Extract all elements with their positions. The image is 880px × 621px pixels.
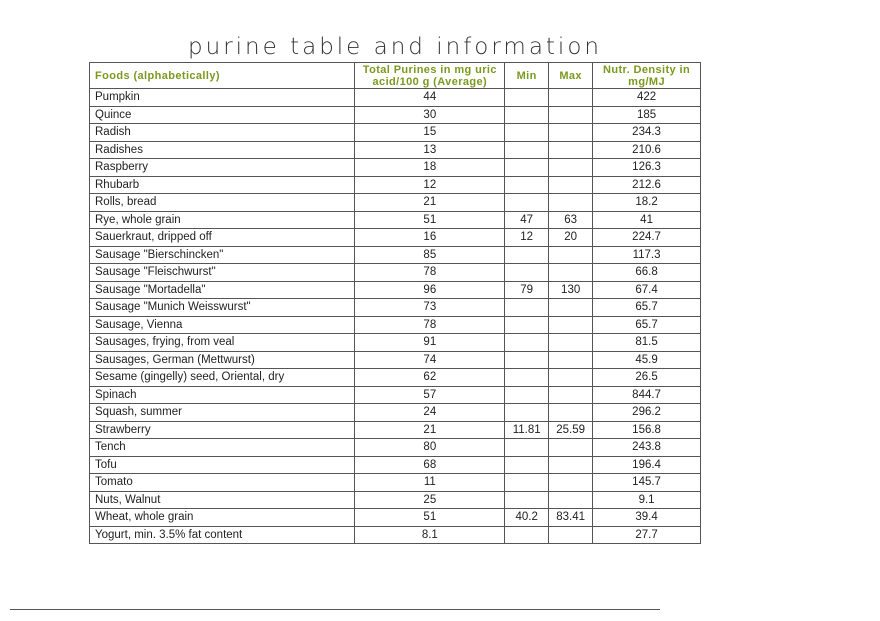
cell-food: Raspberry: [90, 159, 355, 177]
cell-nutr-density: 234.3: [593, 124, 701, 142]
cell-total-purines: 12: [355, 176, 505, 194]
cell-food: Radishes: [90, 141, 355, 159]
cell-min: [505, 194, 549, 212]
header-total-purines: Total Purines in mg uric acid/100 g (Average): [355, 63, 505, 89]
table-row: [90, 421, 701, 439]
cell-food: Strawberry: [90, 421, 355, 439]
cell-max: [549, 386, 593, 404]
cell-max: 130: [549, 281, 593, 299]
cell-min: [505, 491, 549, 509]
cell-total-purines: 16: [355, 229, 505, 247]
cell-min: [505, 439, 549, 457]
cell-food: Nuts, Walnut: [90, 491, 355, 509]
table-row: [90, 351, 701, 369]
cell-max: [549, 334, 593, 352]
table-row: [90, 526, 701, 544]
cell-max: [549, 124, 593, 142]
cell-total-purines: 15: [355, 124, 505, 142]
cell-total-purines: 8.1: [355, 526, 505, 544]
table-row: [90, 369, 701, 387]
cell-nutr-density: 243.8: [593, 439, 701, 457]
header-foods: Foods (alphabetically): [90, 63, 355, 89]
cell-min: [505, 89, 549, 107]
cell-min: [505, 316, 549, 334]
cell-min: 12: [505, 229, 549, 247]
cell-max: [549, 439, 593, 457]
cell-max: [549, 474, 593, 492]
header-max: Max: [549, 63, 593, 89]
cell-min: [505, 369, 549, 387]
cell-max: [549, 299, 593, 317]
cell-total-purines: 78: [355, 316, 505, 334]
cell-food: Sausage "Mortadella": [90, 281, 355, 299]
cell-nutr-density: 196.4: [593, 456, 701, 474]
cell-nutr-density: 26.5: [593, 369, 701, 387]
table-row: [90, 124, 701, 142]
page-title: purine table and information: [188, 34, 602, 60]
cell-min: [505, 456, 549, 474]
cell-food: Pumpkin: [90, 89, 355, 107]
cell-nutr-density: 156.8: [593, 421, 701, 439]
cell-food: Wheat, whole grain: [90, 509, 355, 527]
cell-nutr-density: 212.6: [593, 176, 701, 194]
table-row: [90, 264, 701, 282]
cell-nutr-density: 65.7: [593, 316, 701, 334]
table-row: [90, 229, 701, 247]
footer-divider: [10, 609, 660, 610]
cell-max: 83.41: [549, 509, 593, 527]
cell-total-purines: 51: [355, 509, 505, 527]
cell-total-purines: 25: [355, 491, 505, 509]
table-row: [90, 439, 701, 457]
cell-min: [505, 106, 549, 124]
table-row: [90, 334, 701, 352]
cell-min: [505, 334, 549, 352]
cell-max: 20: [549, 229, 593, 247]
cell-max: 63: [549, 211, 593, 229]
cell-total-purines: 78: [355, 264, 505, 282]
cell-total-purines: 18: [355, 159, 505, 177]
cell-max: [549, 89, 593, 107]
cell-max: 25.59: [549, 421, 593, 439]
cell-max: [549, 194, 593, 212]
cell-min: [505, 176, 549, 194]
table-row: [90, 141, 701, 159]
cell-min: [505, 351, 549, 369]
cell-food: Rhubarb: [90, 176, 355, 194]
table-row: [90, 509, 701, 527]
table-row: [90, 456, 701, 474]
cell-min: 47: [505, 211, 549, 229]
cell-nutr-density: 67.4: [593, 281, 701, 299]
table-row: [90, 474, 701, 492]
cell-food: Sesame (gingelly) seed, Oriental, dry: [90, 369, 355, 387]
cell-food: Yogurt, min. 3.5% fat content: [90, 526, 355, 544]
table-row: [90, 281, 701, 299]
cell-nutr-density: 844.7: [593, 386, 701, 404]
cell-nutr-density: 296.2: [593, 404, 701, 422]
cell-nutr-density: 224.7: [593, 229, 701, 247]
table-row: [90, 176, 701, 194]
cell-max: [549, 264, 593, 282]
cell-max: [549, 141, 593, 159]
cell-nutr-density: 185: [593, 106, 701, 124]
cell-food: Radish: [90, 124, 355, 142]
cell-food: Rye, whole grain: [90, 211, 355, 229]
header-nutr-density: Nutr. Density in mg/MJ: [593, 63, 701, 89]
cell-max: [549, 404, 593, 422]
cell-nutr-density: 18.2: [593, 194, 701, 212]
cell-nutr-density: 41: [593, 211, 701, 229]
cell-max: [549, 491, 593, 509]
cell-total-purines: 80: [355, 439, 505, 457]
cell-total-purines: 11: [355, 474, 505, 492]
cell-food: Tomato: [90, 474, 355, 492]
cell-max: [549, 176, 593, 194]
cell-min: [505, 386, 549, 404]
cell-min: [505, 474, 549, 492]
header-min: Min: [505, 63, 549, 89]
table-row: [90, 299, 701, 317]
cell-nutr-density: 39.4: [593, 509, 701, 527]
cell-total-purines: 51: [355, 211, 505, 229]
table-row: [90, 89, 701, 107]
cell-total-purines: 74: [355, 351, 505, 369]
cell-min: [505, 264, 549, 282]
table-header-row: [90, 63, 701, 89]
cell-food: Sausage "Bierschincken": [90, 246, 355, 264]
cell-total-purines: 21: [355, 421, 505, 439]
cell-min: [505, 141, 549, 159]
cell-min: [505, 404, 549, 422]
cell-max: [549, 246, 593, 264]
cell-max: [549, 456, 593, 474]
cell-food: Squash, summer: [90, 404, 355, 422]
table-row: [90, 491, 701, 509]
table-row: [90, 159, 701, 177]
table-row: [90, 386, 701, 404]
cell-min: 40.2: [505, 509, 549, 527]
cell-min: [505, 246, 549, 264]
cell-nutr-density: 126.3: [593, 159, 701, 177]
cell-min: [505, 299, 549, 317]
cell-max: [549, 106, 593, 124]
cell-max: [549, 351, 593, 369]
cell-total-purines: 85: [355, 246, 505, 264]
cell-max: [549, 316, 593, 334]
cell-food: Sauerkraut, dripped off: [90, 229, 355, 247]
cell-total-purines: 91: [355, 334, 505, 352]
cell-total-purines: 68: [355, 456, 505, 474]
table-row: [90, 246, 701, 264]
cell-food: Tench: [90, 439, 355, 457]
cell-total-purines: 73: [355, 299, 505, 317]
table-row: [90, 194, 701, 212]
cell-min: [505, 124, 549, 142]
cell-nutr-density: 27.7: [593, 526, 701, 544]
cell-food: Sausage, Vienna: [90, 316, 355, 334]
cell-nutr-density: 81.5: [593, 334, 701, 352]
cell-food: Sausage "Munich Weisswurst": [90, 299, 355, 317]
cell-food: Sausages, frying, from veal: [90, 334, 355, 352]
purine-table: [89, 62, 701, 544]
table-row: [90, 211, 701, 229]
cell-total-purines: 96: [355, 281, 505, 299]
cell-max: [549, 159, 593, 177]
cell-nutr-density: 9.1: [593, 491, 701, 509]
table-row: [90, 106, 701, 124]
cell-total-purines: 57: [355, 386, 505, 404]
cell-food: Spinach: [90, 386, 355, 404]
cell-nutr-density: 45.9: [593, 351, 701, 369]
cell-nutr-density: 145.7: [593, 474, 701, 492]
cell-min: 11.81: [505, 421, 549, 439]
cell-total-purines: 21: [355, 194, 505, 212]
cell-nutr-density: 422: [593, 89, 701, 107]
cell-total-purines: 13: [355, 141, 505, 159]
table-row: [90, 404, 701, 422]
cell-food: Tofu: [90, 456, 355, 474]
cell-total-purines: 30: [355, 106, 505, 124]
cell-nutr-density: 66.8: [593, 264, 701, 282]
cell-food: Sausages, German (Mettwurst): [90, 351, 355, 369]
cell-min: 79: [505, 281, 549, 299]
cell-total-purines: 44: [355, 89, 505, 107]
table-row: [90, 316, 701, 334]
cell-total-purines: 62: [355, 369, 505, 387]
cell-min: [505, 159, 549, 177]
cell-nutr-density: 117.3: [593, 246, 701, 264]
cell-min: [505, 526, 549, 544]
cell-max: [549, 526, 593, 544]
cell-food: Sausage "Fleischwurst": [90, 264, 355, 282]
cell-nutr-density: 65.7: [593, 299, 701, 317]
cell-total-purines: 24: [355, 404, 505, 422]
cell-food: Quince: [90, 106, 355, 124]
cell-food: Rolls, bread: [90, 194, 355, 212]
cell-nutr-density: 210.6: [593, 141, 701, 159]
cell-max: [549, 369, 593, 387]
